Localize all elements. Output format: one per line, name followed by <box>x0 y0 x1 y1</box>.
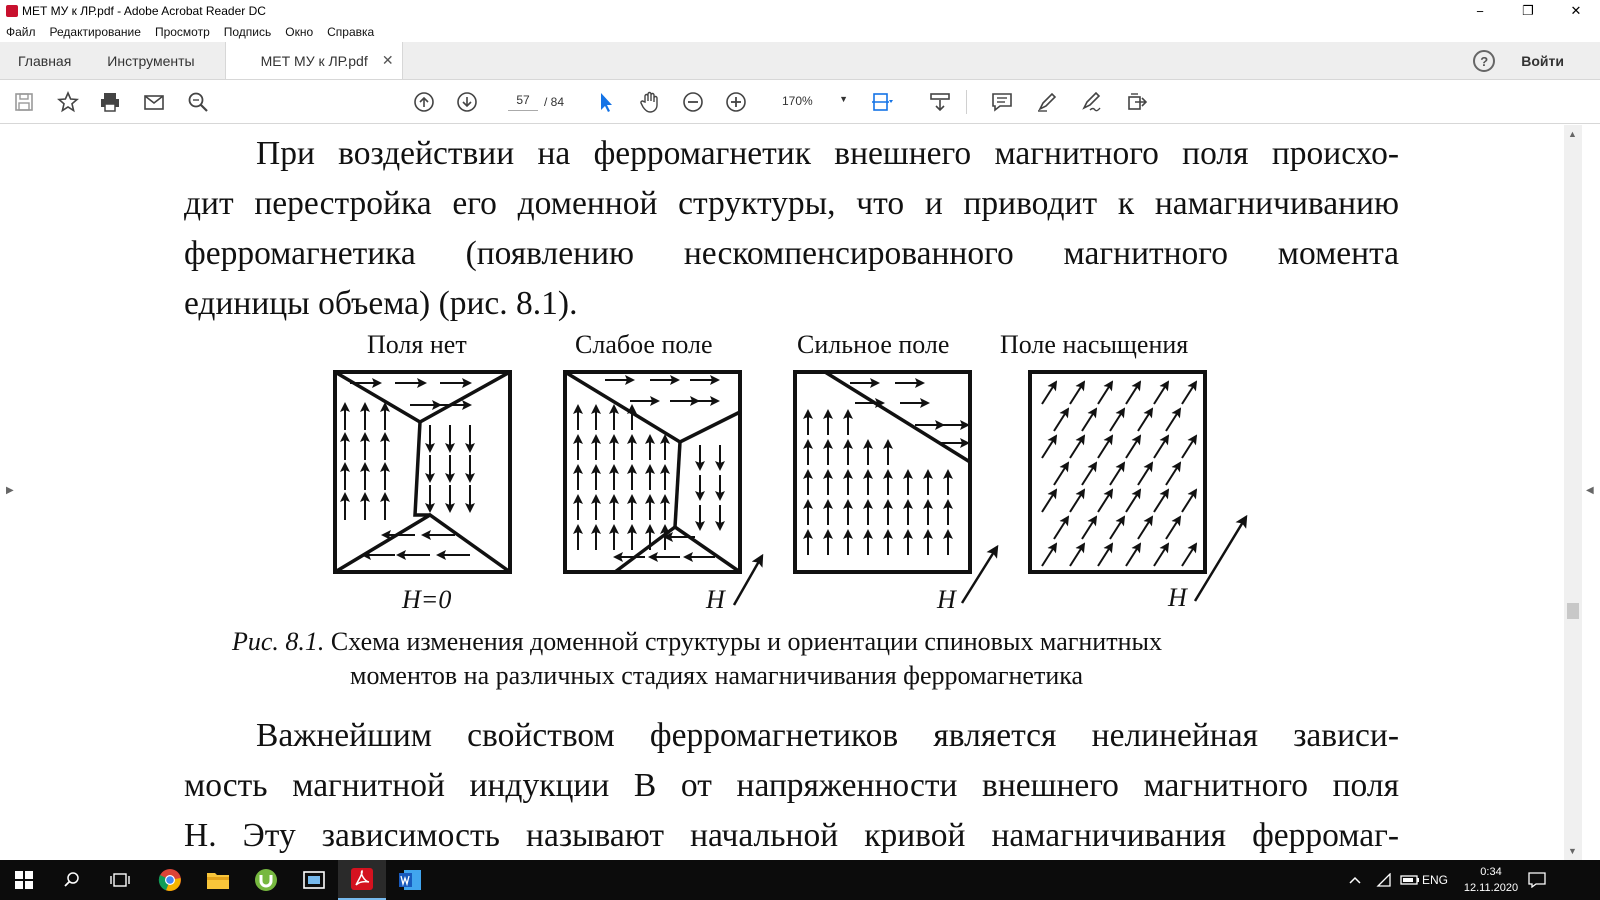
select-cursor-icon[interactable] <box>594 90 618 114</box>
search-taskbar-icon[interactable] <box>48 860 96 900</box>
utorrent-icon[interactable] <box>242 860 290 900</box>
windows-start-icon[interactable] <box>0 860 48 900</box>
page-down-icon[interactable] <box>455 90 479 114</box>
email-icon[interactable] <box>142 90 166 114</box>
share-icon[interactable] <box>1125 90 1149 114</box>
tabs-row <box>0 42 1600 80</box>
vertical-scrollbar[interactable] <box>1564 125 1582 860</box>
figure-caption <box>232 625 1372 693</box>
spin-arrow <box>1166 517 1180 539</box>
battery-icon[interactable] <box>1400 860 1420 900</box>
network-icon[interactable] <box>1376 860 1392 900</box>
spin-arrow <box>1070 436 1084 458</box>
clock-time: 0:34 <box>1480 866 1502 878</box>
notifications-icon[interactable] <box>1528 860 1546 900</box>
menu-bar <box>0 22 1600 42</box>
zoom-value: 170% <box>782 94 813 108</box>
spin-arrow <box>1054 409 1068 431</box>
page-up-icon[interactable] <box>412 90 436 114</box>
spin-arrow <box>1154 436 1168 458</box>
tab-document-label: МЕТ МУ к ЛР.pdf <box>260 52 368 69</box>
expand-right-icon[interactable]: ◀ <box>1586 485 1594 496</box>
field-arrow <box>1195 517 1246 601</box>
caption-ref: Рис. 8.1. <box>232 627 325 656</box>
spin-arrow <box>1070 490 1084 512</box>
clock-date: 12.11.2020 <box>1463 882 1519 894</box>
spin-arrow <box>1154 382 1168 404</box>
spin-arrow <box>1054 517 1068 539</box>
task-view-icon[interactable] <box>96 860 144 900</box>
file-explorer-icon[interactable] <box>194 860 242 900</box>
spin-arrow <box>1138 409 1152 431</box>
h-zero-label: H=0 <box>402 585 452 614</box>
spin-arrow <box>1054 463 1068 485</box>
chevron-down-icon: ▼ <box>839 94 848 104</box>
spin-arrow <box>1042 382 1056 404</box>
right-panel-toggle[interactable] <box>1582 125 1600 860</box>
media-player-icon[interactable] <box>290 860 338 900</box>
menu-edit[interactable]: Редактирование <box>49 25 141 39</box>
panel-weak-field <box>565 372 740 572</box>
toolbar-separator <box>966 90 967 114</box>
figure-panel-title: Поля нет <box>367 330 467 359</box>
menu-file[interactable]: Файл <box>6 25 36 39</box>
acrobat-taskbar-icon[interactable] <box>338 860 386 900</box>
spin-arrow <box>1166 409 1180 431</box>
tray-chevron-icon[interactable] <box>1348 860 1362 900</box>
text-line: Важнейшим свойством ферромагнетиков является нелинейная зависи- <box>256 717 1399 754</box>
spin-arrow <box>1138 463 1152 485</box>
page-total: / 84 <box>544 95 565 109</box>
read-mode-icon[interactable] <box>928 90 952 114</box>
panel-saturation <box>1030 372 1205 572</box>
menu-view[interactable]: Просмотр <box>154 25 210 39</box>
spin-arrow <box>1182 490 1196 512</box>
text-line: единицы объема) (рис. 8.1). <box>184 285 578 322</box>
sign-icon[interactable] <box>1080 90 1104 114</box>
fit-page-icon[interactable] <box>870 90 894 114</box>
figure-panel-title: Поле насыщения <box>1000 330 1189 359</box>
clock[interactable] <box>1462 864 1520 896</box>
h-label: H <box>1168 583 1187 612</box>
bookmark-star-icon[interactable] <box>56 90 80 114</box>
toolbar <box>0 80 1600 124</box>
spin-arrow <box>1110 409 1124 431</box>
title-bar <box>0 0 1600 22</box>
domain-wall <box>825 372 970 462</box>
h-label: H <box>706 585 725 614</box>
panel-strong-field <box>795 372 970 572</box>
spin-arrow <box>1126 490 1140 512</box>
tab-home[interactable]: Главная <box>18 52 72 69</box>
domain-box <box>335 372 510 572</box>
spin-arrow <box>1126 436 1140 458</box>
panel-no-field <box>335 372 510 572</box>
spin-arrow <box>1182 544 1196 566</box>
spin-arrow <box>1082 517 1096 539</box>
maximize-button[interactable]: ❐ <box>1522 3 1534 18</box>
menu-help[interactable]: Справка <box>327 25 375 39</box>
tab-close-icon[interactable]: ✕ <box>381 52 394 68</box>
spin-arrow <box>1082 463 1096 485</box>
spin-arrow <box>1166 463 1180 485</box>
tab-tools[interactable]: Инструменты <box>107 52 195 69</box>
spin-arrow <box>1082 409 1096 431</box>
print-icon[interactable] <box>98 90 122 114</box>
spin-arrow <box>1042 490 1056 512</box>
spin-arrow <box>1098 544 1112 566</box>
comment-icon[interactable] <box>990 90 1014 114</box>
word-icon[interactable] <box>386 860 434 900</box>
figure-panel-title: Слабое поле <box>575 330 713 359</box>
language-indicator[interactable]: ENG <box>1422 873 1449 887</box>
spin-arrow <box>1154 544 1168 566</box>
spin-arrow <box>1110 517 1124 539</box>
spin-arrow <box>1154 490 1168 512</box>
text-line: мость магнитной индукции B от напряженности внешнего магнитного поля <box>184 767 1399 804</box>
domain-wall <box>415 422 430 515</box>
text-line: H. Эту зависимость называют начальной кривой намагничивания ферромаг- <box>184 817 1399 854</box>
hand-tool-icon[interactable] <box>638 90 662 114</box>
search-icon[interactable] <box>186 90 210 114</box>
help-icon[interactable]: ? <box>1473 50 1495 72</box>
spin-arrow <box>1098 382 1112 404</box>
text-line: ферромагнетика (появлению нескомпенсированного магнитного момента <box>184 235 1399 272</box>
page-number-input[interactable]: 57 <box>508 93 538 111</box>
spin-arrow <box>1182 436 1196 458</box>
text-line: дит перестройка его доменной структуры, что и приводит к намагничиванию <box>184 185 1399 222</box>
zoom-out-icon[interactable] <box>681 90 705 114</box>
tab-document[interactable] <box>225 42 403 79</box>
spin-arrow <box>1042 436 1056 458</box>
expand-left-icon[interactable]: ▶ <box>6 485 14 496</box>
text-line: При воздействии на ферромагнетик внешнего магнитного поля происхо- <box>256 135 1399 172</box>
spin-arrow <box>1070 382 1084 404</box>
menu-sign[interactable]: Подпись <box>223 25 272 39</box>
spin-arrow <box>1070 544 1084 566</box>
domain-wall <box>565 372 740 442</box>
h-label: H <box>937 585 956 614</box>
taskbar <box>0 860 1600 900</box>
acrobat-icon <box>6 5 18 17</box>
highlight-pen-icon[interactable] <box>1035 90 1059 114</box>
chrome-icon[interactable] <box>146 860 194 900</box>
minimize-button[interactable]: − <box>1476 3 1484 19</box>
paragraph-2 <box>184 711 1399 860</box>
spin-arrow <box>1042 544 1056 566</box>
spin-arrow <box>1138 517 1152 539</box>
domain-wall <box>335 515 510 572</box>
figure-panel-title: Сильное поле <box>797 330 950 359</box>
zoom-in-icon[interactable] <box>724 90 748 114</box>
spin-arrow <box>1126 382 1140 404</box>
menu-window[interactable]: Окно <box>285 25 314 39</box>
close-window-button[interactable]: ✕ <box>1570 3 1582 18</box>
spin-arrow <box>1098 490 1112 512</box>
domain-wall <box>675 442 680 527</box>
document-viewport[interactable] <box>0 125 1600 860</box>
zoom-select[interactable] <box>782 94 848 112</box>
spin-arrow <box>1126 544 1140 566</box>
scroll-up-icon[interactable]: ▲ <box>1568 129 1577 139</box>
save-icon[interactable] <box>12 90 36 114</box>
login-button[interactable]: Войти <box>1521 52 1564 69</box>
caption-line: Схема изменения доменной структуры и ориентации спиновых магнитных <box>330 627 1162 656</box>
spin-arrow <box>1182 382 1196 404</box>
spin-arrow <box>1098 436 1112 458</box>
domain-wall <box>615 527 740 572</box>
domain-wall <box>335 372 510 422</box>
field-arrow <box>962 547 997 603</box>
scroll-thumb[interactable] <box>1567 603 1579 619</box>
scroll-down-icon[interactable]: ▼ <box>1568 846 1577 856</box>
caption-line: моментов на различных стадиях намагничивания ферромагнетика <box>350 661 1084 690</box>
window-title: МЕТ МУ к ЛР.pdf - Adobe Acrobat Reader DC <box>22 4 266 18</box>
spin-arrow <box>1110 463 1124 485</box>
